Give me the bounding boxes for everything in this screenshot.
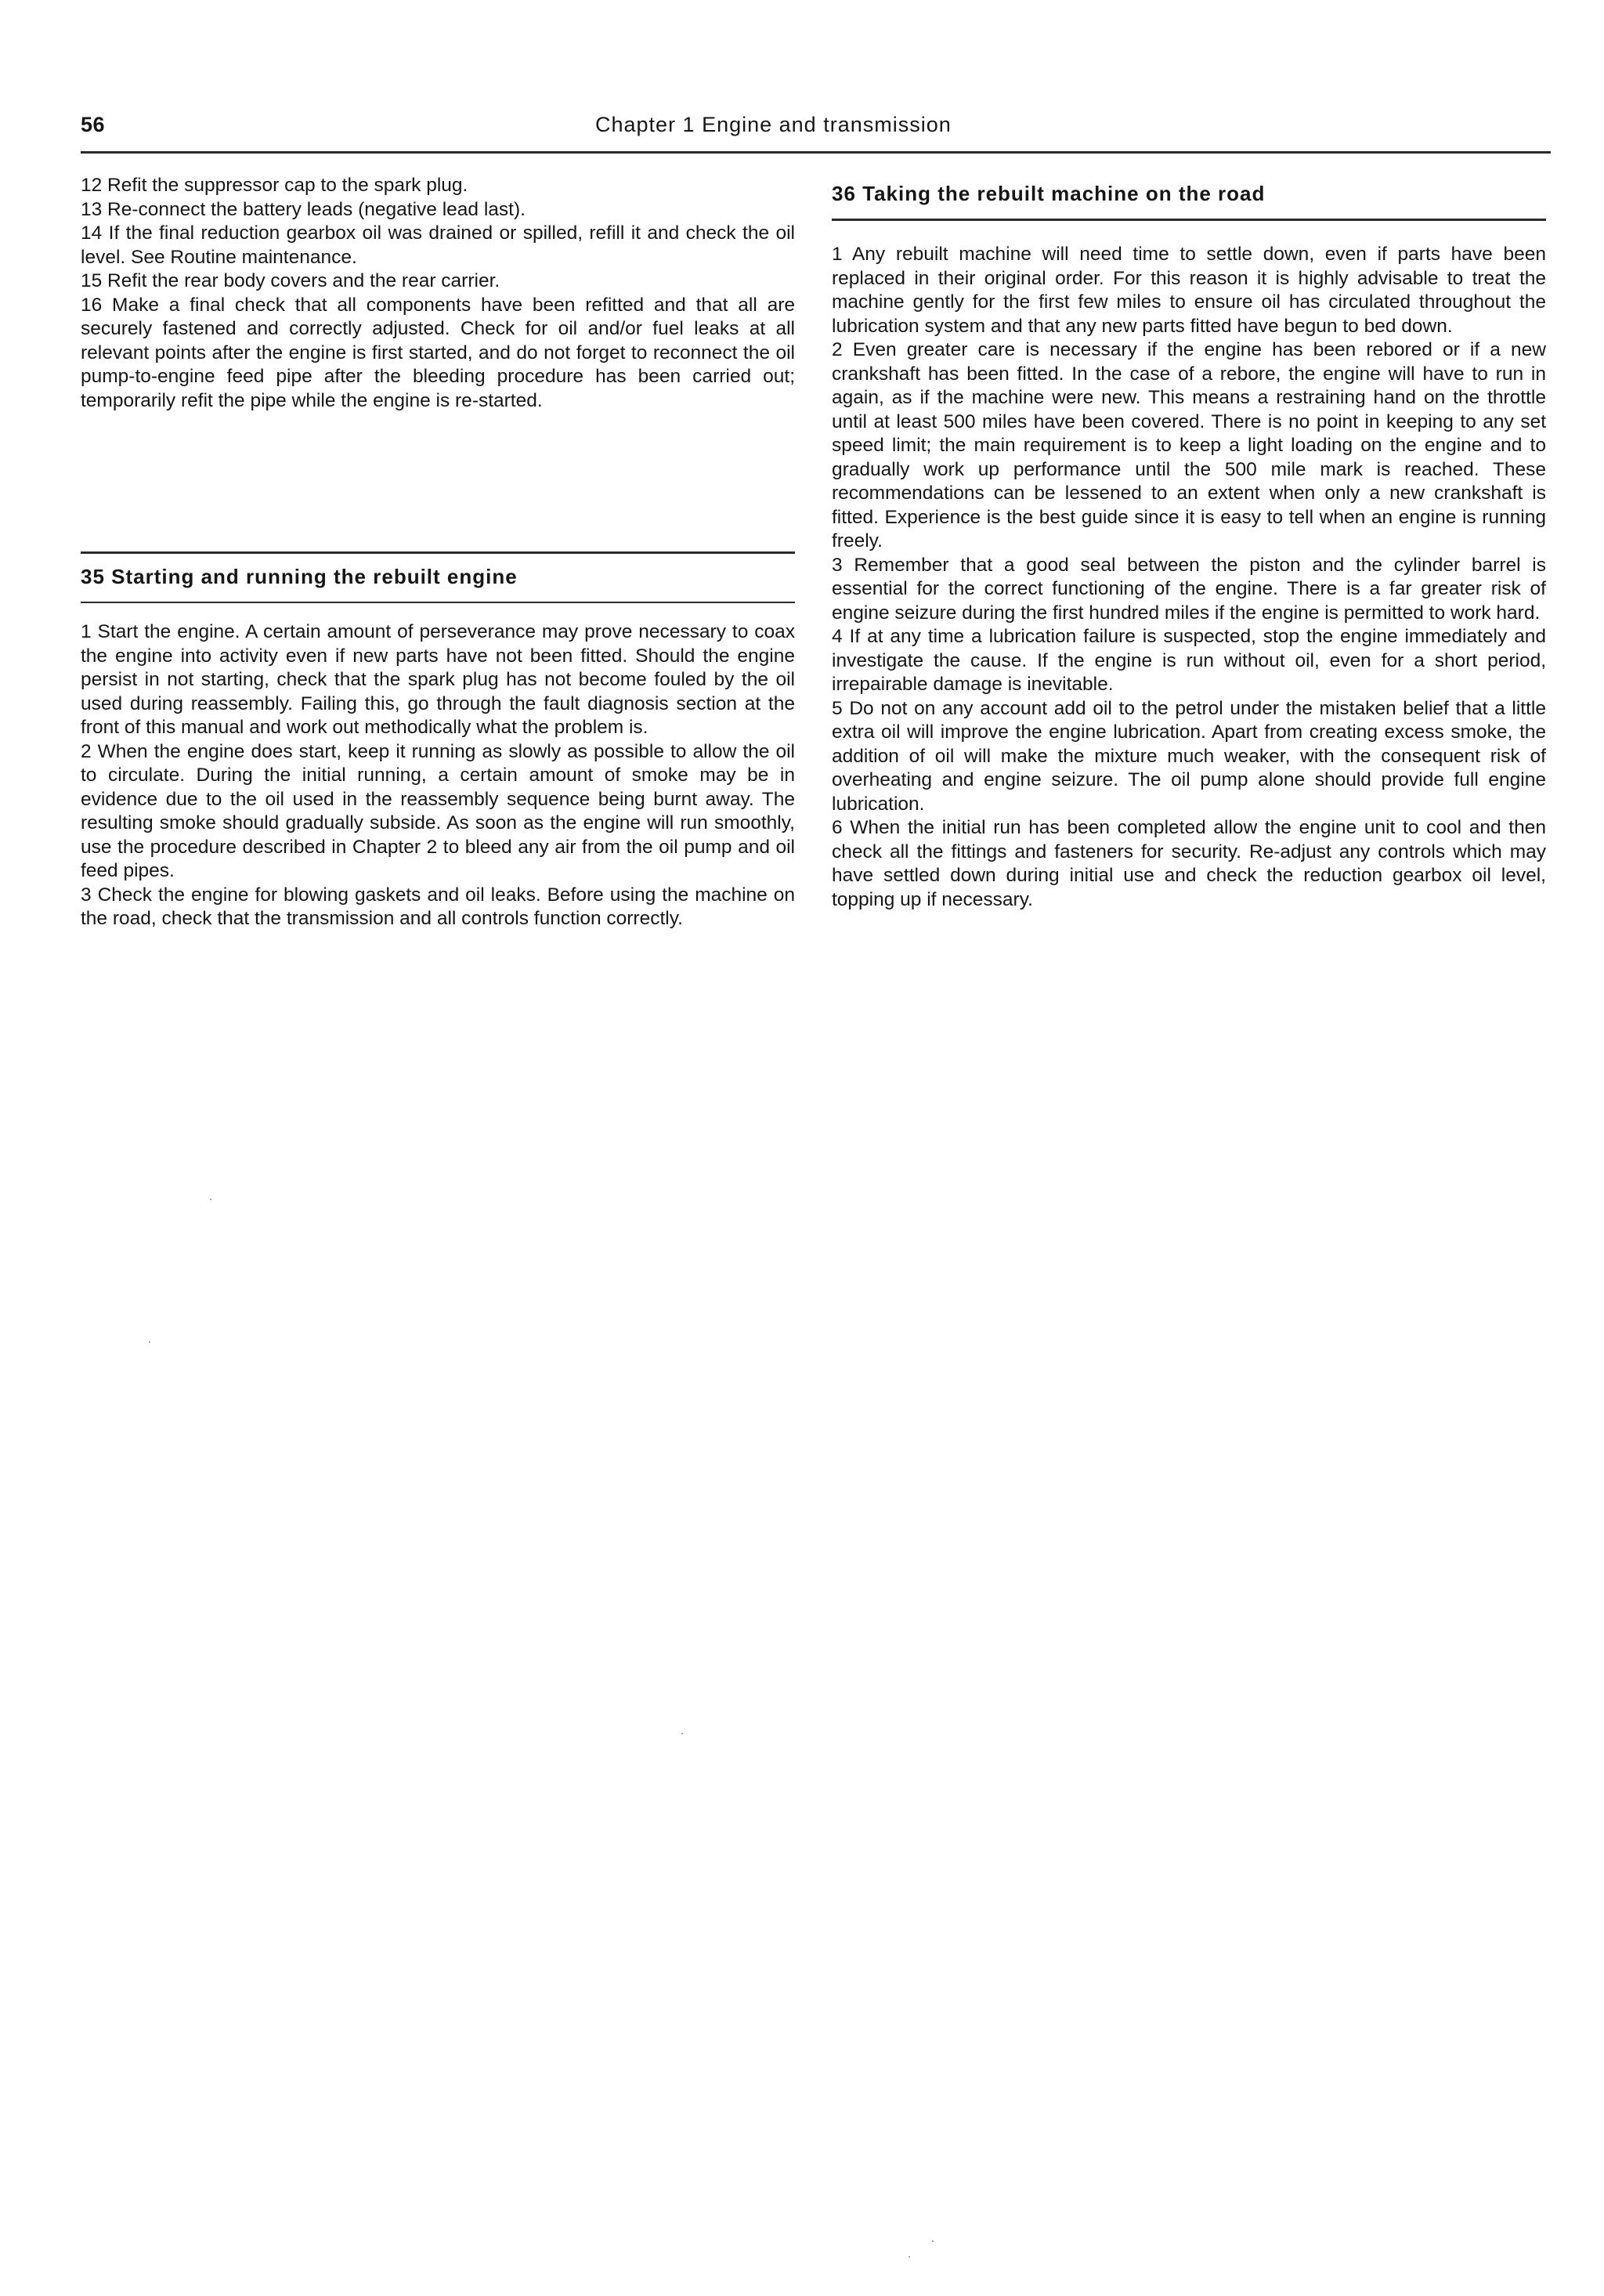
section-35-title: 35 Starting and running the rebuilt engine <box>81 565 518 588</box>
left-intro-block <box>81 174 795 413</box>
page-number: 56 <box>81 113 106 136</box>
section-35-heading <box>81 551 795 603</box>
running-title: Chapter 1 Engine and transmission <box>595 113 952 136</box>
section-36-paragraph-1: 1 Any rebuilt machine will need time to settle down, even if parts have been replaced in their original order. For this reason it is highly advisable to treat the machine gently for the first few miles to ensure oil has circulated throughout the lubrication system and that any new parts fitted have begun to bed down. <box>832 244 1546 337</box>
section-35-paragraph-2: 2 When the engine does start, keep it running as slowly as possible to allow the oil to circulate. During the initial running, a certain amount of smoke may be in evidence due to the oil used in the reassembly sequence being burnt away. The resulting smoke should gradually subside. As soon as the engine will run smoothly, use the procedure described in Chapter 2 to bleed any air from the oil pump and oil feed pipes. <box>81 740 795 881</box>
section-35-body <box>81 620 795 931</box>
section-36-paragraph-4: 4 If at any time a lubrication failure is suspected, stop the engine immediately and investigate the cause. If the engine is run without oil, even for a short period, irrepairable damage is inevitable. <box>832 626 1546 695</box>
scan-speck <box>210 1199 211 1200</box>
paragraph-13: 13 Re-connect the battery leads (negative lead last). <box>81 198 526 220</box>
section-36-body <box>832 243 1546 912</box>
header-rule <box>81 151 1551 154</box>
paragraph-14: 14 If the final reduction gearbox oil was drained or spilled, refill it and check the oil level. See Routine maintenance. <box>81 222 795 268</box>
paragraph-16: 16 Make a final check that all components have been refitted and that all are securely fastened and correctly adjusted. Check for oil and/or fuel leaks at all relevant points after the engine is first started, and do not forget to reconnect the oil pump-to-engine feed pipe after the bleeding procedure has been carried out; temporarily refit the pipe while the engine is re-started. <box>81 294 795 411</box>
scan-speck <box>149 1341 150 1343</box>
section-36-paragraph-6: 6 When the initial run has been completed allow the engine unit to cool and then check all the fittings and fasteners for security. Re-adjust any controls which may have settled down during initial use and check the reduction gearbox oil level, topping up if necessary. <box>832 817 1546 910</box>
scan-speck <box>681 1733 683 1734</box>
section-36-rule-bottom <box>832 219 1546 221</box>
section-36-title: 36 Taking the rebuilt machine on the road <box>832 182 1266 205</box>
section-35-paragraph-1: 1 Start the engine. A certain amount of perseverance may prove necessary to coax the engine into activity even if new parts have not been fitted. Should the engine persist in not starting, check that the spark plug has not become fouled by the oil used during reassembly. Failing this, go through the fault diagnosis section at the front of this manual and work out methodically what the problem is. <box>81 621 795 738</box>
section-36-paragraph-5: 5 Do not on any account add oil to the petrol under the mistaken belief that a little extra oil will improve the engine lubrication. Apart from creating excess smoke, the addition of oil will make the mixture much weaker, with the consequent risk of overheating and engine seizure. The oil pump alone should provide full engine lubrication. <box>832 697 1546 815</box>
paragraph-15: 15 Refit the rear body covers and the rear carrier. <box>81 270 500 291</box>
scan-speck <box>909 2256 910 2258</box>
scan-speck <box>932 2240 934 2242</box>
section-35-paragraph-3: 3 Check the engine for blowing gaskets and oil leaks. Before using the machine on the road, check that the transmission and all controls function correctly. <box>81 884 795 929</box>
section-36-paragraph-2: 2 Even greater care is necessary if the engine has been rebored or if a new crankshaft has been fitted. In the case of a rebore, the engine will have to run in again, as if the machine were new. This means a restraining hand on the throttle until at least 500 miles have been covered. There is no point in keeping to any set speed limit; the main requirement is to keep a light loading on the engine and to gradually work up performance until the 500 mile mark is reached. These recommendations can be lessened to an extent when only a new crankshaft is fitted. Experience is the best guide since it is easy to tell when an engine is running freely. <box>832 339 1546 551</box>
section-36-paragraph-3: 3 Remember that a good seal between the piston and the cylinder barrel is essential for the correct functioning of the engine. There is a far greater risk of engine seizure during the first hundred miles if the engine is permitted to work hard. <box>832 554 1546 624</box>
section-35-rule-bottom <box>81 602 795 603</box>
section-36-heading <box>832 174 1546 221</box>
paragraph-12: 12 Refit the suppressor cap to the spark plug. <box>81 175 468 196</box>
